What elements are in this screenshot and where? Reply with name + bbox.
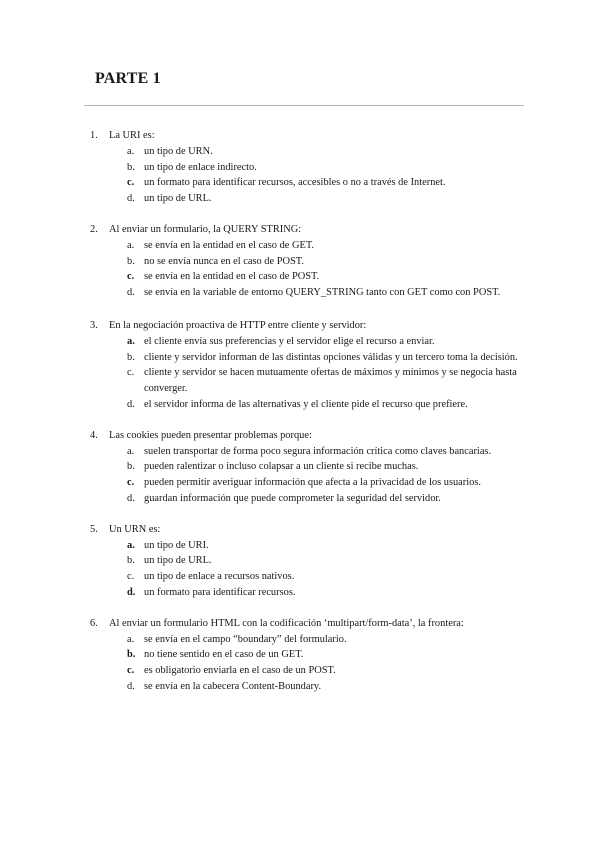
answer-option (90, 285, 530, 301)
option-label: d. (127, 398, 135, 410)
option-text: no tiene sentido en el caso de un GET. (144, 649, 304, 661)
option-text: se envía en el campo “boundary” del formulario. (144, 633, 347, 645)
answer-option (90, 585, 530, 601)
answer-option (90, 553, 530, 569)
option-label: b. (127, 351, 135, 363)
question-2 (90, 222, 530, 301)
option-label: a. (127, 633, 135, 645)
option-text: cliente y servidor se hacen mutuamente ofertas de máximos y mínimos y se negocia hasta converger. (144, 367, 517, 395)
option-label: a. (127, 335, 135, 347)
option-label: d. (127, 492, 135, 504)
option-text: se envía en la entidad en el caso de GET. (144, 239, 315, 251)
answer-option (90, 475, 530, 491)
question-stem (90, 522, 530, 538)
option-label: d. (127, 193, 135, 205)
question-4 (90, 428, 530, 507)
question-number: 4. (90, 429, 98, 441)
option-text: se envía en la variable de entorno QUERY_STRING tanto con GET como con POST. (144, 287, 501, 299)
answer-option (90, 175, 530, 191)
option-label: b. (127, 555, 135, 567)
title-divider (84, 105, 524, 106)
option-text: cliente y servidor informan de las distintas opciones válidas y un tercero toma la decisión. (144, 351, 518, 363)
option-list (90, 632, 530, 695)
option-text: un formato para identificar recursos. (144, 586, 296, 598)
option-label: d. (127, 680, 135, 692)
option-list (90, 538, 530, 601)
option-text: es obligatorio enviarla en el caso de un POST. (144, 665, 336, 677)
option-text: un tipo de enlace a recursos nativos. (144, 571, 295, 583)
question-stem (90, 616, 530, 632)
option-text: un tipo de URN. (144, 145, 213, 157)
answer-option (90, 334, 530, 350)
answer-option (90, 538, 530, 554)
question-text: Al enviar un formulario, la QUERY STRING: (109, 223, 302, 235)
question-number: 5. (90, 523, 98, 535)
question-list (90, 128, 530, 710)
option-text: un tipo de URI. (144, 539, 209, 551)
answer-option (90, 365, 530, 397)
option-text: pueden permitir averiguar información que afecta a la privacidad de los usuarios. (144, 477, 481, 489)
option-label: b. (127, 255, 135, 267)
question-stem (90, 222, 530, 238)
option-text: pueden ralentizar o incluso colapsar a un cliente si recibe muchas. (144, 461, 419, 473)
option-label: a. (127, 539, 135, 551)
option-label: d. (127, 586, 136, 598)
answer-option (90, 459, 530, 475)
answer-option (90, 647, 530, 663)
option-label: b. (127, 461, 135, 473)
option-text: se envía en la entidad en el caso de POST. (144, 271, 320, 283)
question-6 (90, 616, 530, 695)
question-5 (90, 522, 530, 601)
option-text: un tipo de enlace indirecto. (144, 161, 257, 173)
option-text: el cliente envía sus preferencias y el servidor elige el recurso a enviar. (144, 335, 435, 347)
option-label: b. (127, 161, 135, 173)
answer-option (90, 569, 530, 585)
answer-option (90, 632, 530, 648)
question-stem (90, 128, 530, 144)
answer-option (90, 679, 530, 695)
option-text: un tipo de URL. (144, 193, 212, 205)
question-text: Al enviar un formulario HTML con la codificación ‘multipart/form-data’, la frontera: (109, 617, 464, 629)
option-text: un tipo de URL. (144, 555, 212, 567)
answer-option (90, 269, 530, 285)
option-text: no se envía nunca en el caso de POST. (144, 255, 304, 267)
option-label: c. (127, 571, 135, 583)
question-3 (90, 318, 530, 413)
option-label: b. (127, 649, 136, 661)
answer-option (90, 238, 530, 254)
question-text: Un URN es: (109, 523, 161, 535)
option-text: el servidor informa de las alternativas y el cliente pide el recurso que prefiere. (144, 398, 468, 410)
option-label: d. (127, 287, 135, 299)
question-text: Las cookies pueden presentar problemas porque: (109, 429, 312, 441)
answer-option (90, 444, 530, 460)
answer-option (90, 397, 530, 413)
question-stem (90, 428, 530, 444)
option-text: un formato para identificar recursos, accesibles o no a través de Internet. (144, 177, 446, 189)
question-number: 2. (90, 223, 98, 235)
question-text: La URI es: (109, 130, 155, 141)
answer-option (90, 663, 530, 679)
question-1 (90, 128, 530, 207)
question-number: 6. (90, 617, 98, 629)
option-label: a. (127, 445, 135, 457)
answer-option (90, 160, 530, 176)
option-list (90, 444, 530, 507)
question-text: En la negociación proactiva de HTTP entre cliente y servidor: (109, 319, 367, 331)
option-label: c. (127, 271, 135, 283)
option-label: a. (127, 145, 135, 157)
option-list (90, 238, 530, 301)
option-list (90, 334, 530, 413)
option-label: c. (127, 367, 135, 379)
option-text: guardan información que puede comprometer la seguridad del servidor. (144, 492, 441, 504)
option-label: c. (127, 177, 135, 189)
answer-option (90, 144, 530, 160)
option-list (90, 144, 530, 207)
question-number: 3. (90, 319, 98, 331)
answer-option (90, 491, 530, 507)
option-label: c. (127, 665, 135, 677)
option-text: suelen transportar de forma poco segura información crítica como claves bancarias. (144, 445, 492, 457)
option-label: a. (127, 239, 135, 251)
option-text: se envía en la cabecera Content-Boundary. (144, 680, 322, 692)
answer-option (90, 191, 530, 207)
question-number: 1. (90, 130, 98, 141)
question-stem (90, 318, 530, 334)
option-label: c. (127, 477, 135, 489)
answer-option (90, 350, 530, 366)
answer-option (90, 254, 530, 270)
page-title: PARTE 1 (95, 70, 161, 87)
